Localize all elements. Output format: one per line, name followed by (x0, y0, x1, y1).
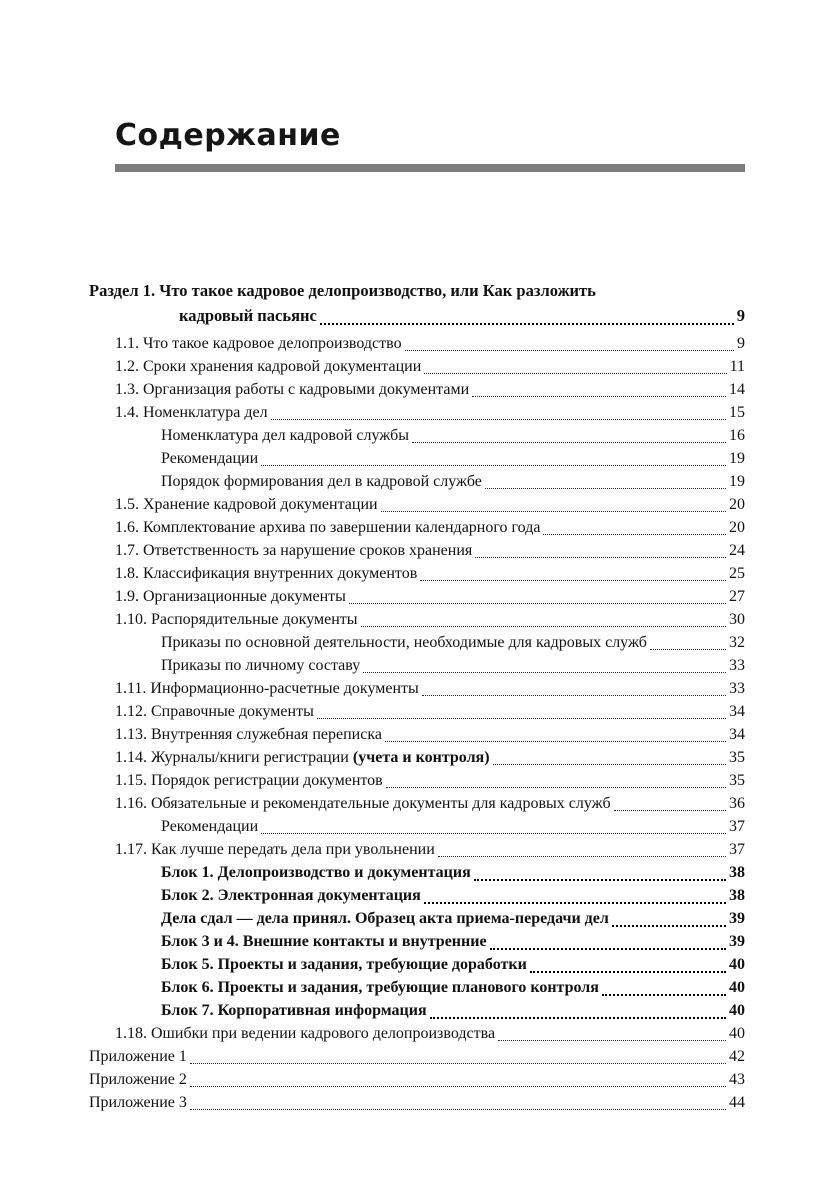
dot-leader (612, 925, 726, 927)
dot-leader (405, 350, 734, 351)
dot-leader (498, 1040, 726, 1041)
dot-leader (349, 603, 726, 604)
toc-entry-label: 1.2. Сроки хранения кадровой документации (115, 358, 422, 375)
toc-entry (89, 1022, 745, 1045)
toc-entry (89, 631, 745, 654)
toc-entry-page: 35 (729, 749, 745, 766)
toc-entry-page: 16 (729, 427, 745, 444)
toc-entry-label: 1.12. Справочные документы (115, 703, 314, 720)
dot-leader (650, 649, 726, 650)
toc-entry (89, 401, 745, 424)
toc-entry (89, 1091, 745, 1114)
toc-entry-label: Рекомендации (161, 450, 259, 467)
toc-entries (89, 332, 745, 1114)
toc-entry-label: 1.14. Журналы/книги регистрации (115, 749, 349, 766)
page-title: Содержание (115, 118, 341, 153)
dot-leader (602, 994, 726, 996)
dot-leader (190, 1086, 726, 1087)
toc-entry-label: 1.15. Порядок регистрации документов (115, 772, 383, 789)
toc-entry-page: 40 (729, 979, 745, 996)
toc-entry-label: 1.9. Организационные документы (115, 588, 346, 605)
dot-leader (320, 323, 734, 325)
toc-entry-page: 24 (729, 542, 745, 559)
toc-entry (89, 608, 745, 631)
toc-entry-label-bold: (учета и контроля) (348, 749, 490, 766)
toc-entry-label: 1.11. Информационно-расчетные документы (115, 680, 419, 697)
toc-entry-label: Блок 2. Электронная документация (161, 887, 421, 904)
title-divider (115, 164, 745, 172)
toc-entry-label: Приказы по личному составу (161, 657, 361, 674)
toc-entry (89, 470, 745, 493)
dot-leader (530, 971, 726, 973)
toc-entry-label: Блок 7. Корпоративная информация (161, 1002, 427, 1019)
toc-entry (89, 493, 745, 516)
toc-entry (89, 424, 745, 447)
toc-entry-page: 20 (729, 519, 745, 536)
toc-entry-label: 1.3. Организация работы с кадровыми документами (115, 381, 470, 398)
toc-entry-label: Порядок формирования дел в кадровой службе (161, 473, 482, 490)
toc-entry-label: Блок 6. Проекты и задания, требующие планового контроля (161, 979, 599, 996)
toc-entry-label: Приложение 1 (89, 1048, 187, 1065)
toc-entry-label: 1.6. Комплектование архива по завершении календарного года (115, 519, 541, 536)
toc-entry-label: 1.13. Внутренняя служебная переписка (115, 726, 382, 743)
toc-entry (89, 930, 745, 953)
toc-section-heading-line2-row (89, 303, 745, 328)
toc-entry-label: 1.4. Номенклатура дел (115, 404, 268, 421)
toc-entry-page: 40 (729, 956, 745, 973)
dot-leader (472, 396, 726, 397)
toc-entry-label: Приложение 2 (89, 1071, 187, 1088)
dot-leader (424, 902, 726, 904)
toc-entry-label: 1.1. Что такое кадровое делопроизводство (115, 335, 402, 352)
toc-entry-page: 42 (729, 1048, 745, 1065)
toc-entry-label: Блок 1. Делопроизводство и документация (161, 864, 471, 881)
toc-entry (89, 654, 745, 677)
toc-entry-label: 1.8. Классификация внутренних документов (115, 565, 418, 582)
toc-entry-page: 32 (729, 634, 745, 651)
toc-entry-label: Дела сдал — дела принял. Образец акта приема-передачи дел (161, 910, 609, 927)
dot-leader (363, 672, 726, 673)
toc-entry (89, 907, 745, 930)
toc-entry-page: 43 (729, 1071, 745, 1088)
toc-entry-label: Номенклатура дел кадровой службы (161, 427, 409, 444)
dot-leader (190, 1109, 726, 1110)
dot-leader (420, 580, 726, 581)
toc-entry (89, 953, 745, 976)
dot-leader (271, 419, 726, 420)
toc-entry-label: 1.7. Ответственность за нарушение сроков хранения (115, 542, 473, 559)
toc-entry (89, 884, 745, 907)
dot-leader (430, 1017, 726, 1019)
dot-leader (361, 626, 726, 627)
toc-entry-page: 30 (729, 611, 745, 628)
toc-entry-page: 15 (729, 404, 745, 421)
dot-leader (485, 488, 726, 489)
toc-entry-page: 39 (729, 910, 745, 927)
toc-section-heading (89, 278, 745, 328)
toc-entry (89, 769, 745, 792)
toc-entry-page: 14 (729, 381, 745, 398)
toc-entry-label: Блок 5. Проекты и задания, требующие доработки (161, 956, 527, 973)
toc-entry (89, 815, 745, 838)
dot-leader (424, 373, 726, 374)
toc-section-heading-page: 9 (736, 306, 745, 325)
toc-entry-page: 33 (729, 657, 745, 674)
toc-entry (89, 378, 745, 401)
toc-entry-page: 40 (729, 1002, 745, 1019)
dot-leader (385, 741, 726, 742)
toc-entry-page: 37 (729, 818, 745, 835)
toc-entry (89, 999, 745, 1022)
dot-leader (493, 764, 726, 765)
toc-entry (89, 539, 745, 562)
toc-entry-page: 40 (729, 1025, 745, 1042)
toc-entry-page: 38 (729, 864, 745, 881)
toc-entry-page: 27 (729, 588, 745, 605)
toc-entry-label: 1.18. Ошибки при ведении кадрового делопроизводства (115, 1025, 496, 1042)
toc-entry-page: 33 (729, 680, 745, 697)
toc-entry (89, 838, 745, 861)
toc-entry (89, 792, 745, 815)
toc-entry-label: 1.5. Хранение кадровой документации (115, 496, 378, 513)
toc-entry-page: 36 (729, 795, 745, 812)
toc-entry-label: 1.17. Как лучше передать дела при увольнении (115, 841, 435, 858)
dot-leader (190, 1063, 726, 1064)
toc-entry-label: Блок 3 и 4. Внешние контакты и внутренние (161, 933, 487, 950)
toc-entry-label: Приказы по основной деятельности, необходимые для кадровых служб (161, 634, 647, 651)
toc-entry (89, 746, 745, 769)
toc-entry (89, 861, 745, 884)
toc-entry (89, 447, 745, 470)
dot-leader (490, 948, 726, 950)
toc-entry (89, 562, 745, 585)
dot-leader (386, 787, 726, 788)
dot-leader (261, 465, 726, 466)
toc-entry-page: 19 (729, 473, 745, 490)
toc-entry (89, 1045, 745, 1068)
toc-entry (89, 355, 745, 378)
dot-leader (475, 557, 726, 558)
toc-entry-label: 1.16. Обязательные и рекомендательные документы для кадровых служб (115, 795, 611, 812)
toc-entry (89, 976, 745, 999)
toc-entry (89, 700, 745, 723)
toc-entry-page: 35 (729, 772, 745, 789)
dot-leader (381, 511, 726, 512)
dot-leader (412, 442, 726, 443)
toc-entry (89, 516, 745, 539)
dot-leader (614, 810, 726, 811)
toc-entry-page: 39 (729, 933, 745, 950)
dot-leader (438, 856, 726, 857)
toc-entry (89, 723, 745, 746)
toc-entry-page: 34 (729, 726, 745, 743)
dot-leader (317, 718, 726, 719)
toc-entry-page: 44 (729, 1094, 745, 1111)
toc-entry (89, 585, 745, 608)
toc-entry-label: Рекомендации (161, 818, 259, 835)
toc-entry (89, 332, 745, 355)
toc-entry-label: Приложение 3 (89, 1094, 187, 1111)
toc-section-heading-line2: кадровый пасьянс (179, 306, 317, 325)
toc-entry-page: 19 (729, 450, 745, 467)
dot-leader (422, 695, 726, 696)
toc-entry-page: 34 (729, 703, 745, 720)
toc-entry-page: 9 (737, 335, 745, 352)
toc-entry-page: 25 (729, 565, 745, 582)
dot-leader (543, 534, 726, 535)
toc-entry-page: 11 (729, 358, 745, 375)
toc-entry (89, 1068, 745, 1091)
toc-list (89, 278, 745, 1114)
dot-leader (261, 833, 726, 834)
dot-leader (474, 879, 726, 881)
toc-entry-page: 38 (729, 887, 745, 904)
toc-section-heading-line1: Раздел 1. Что такое кадровое делопроизводство, или Как разложить (89, 281, 596, 300)
toc-entry (89, 677, 745, 700)
toc-entry-page: 37 (729, 841, 745, 858)
toc-entry-label: 1.10. Распорядительные документы (115, 611, 358, 628)
toc-entry-page: 20 (729, 496, 745, 513)
